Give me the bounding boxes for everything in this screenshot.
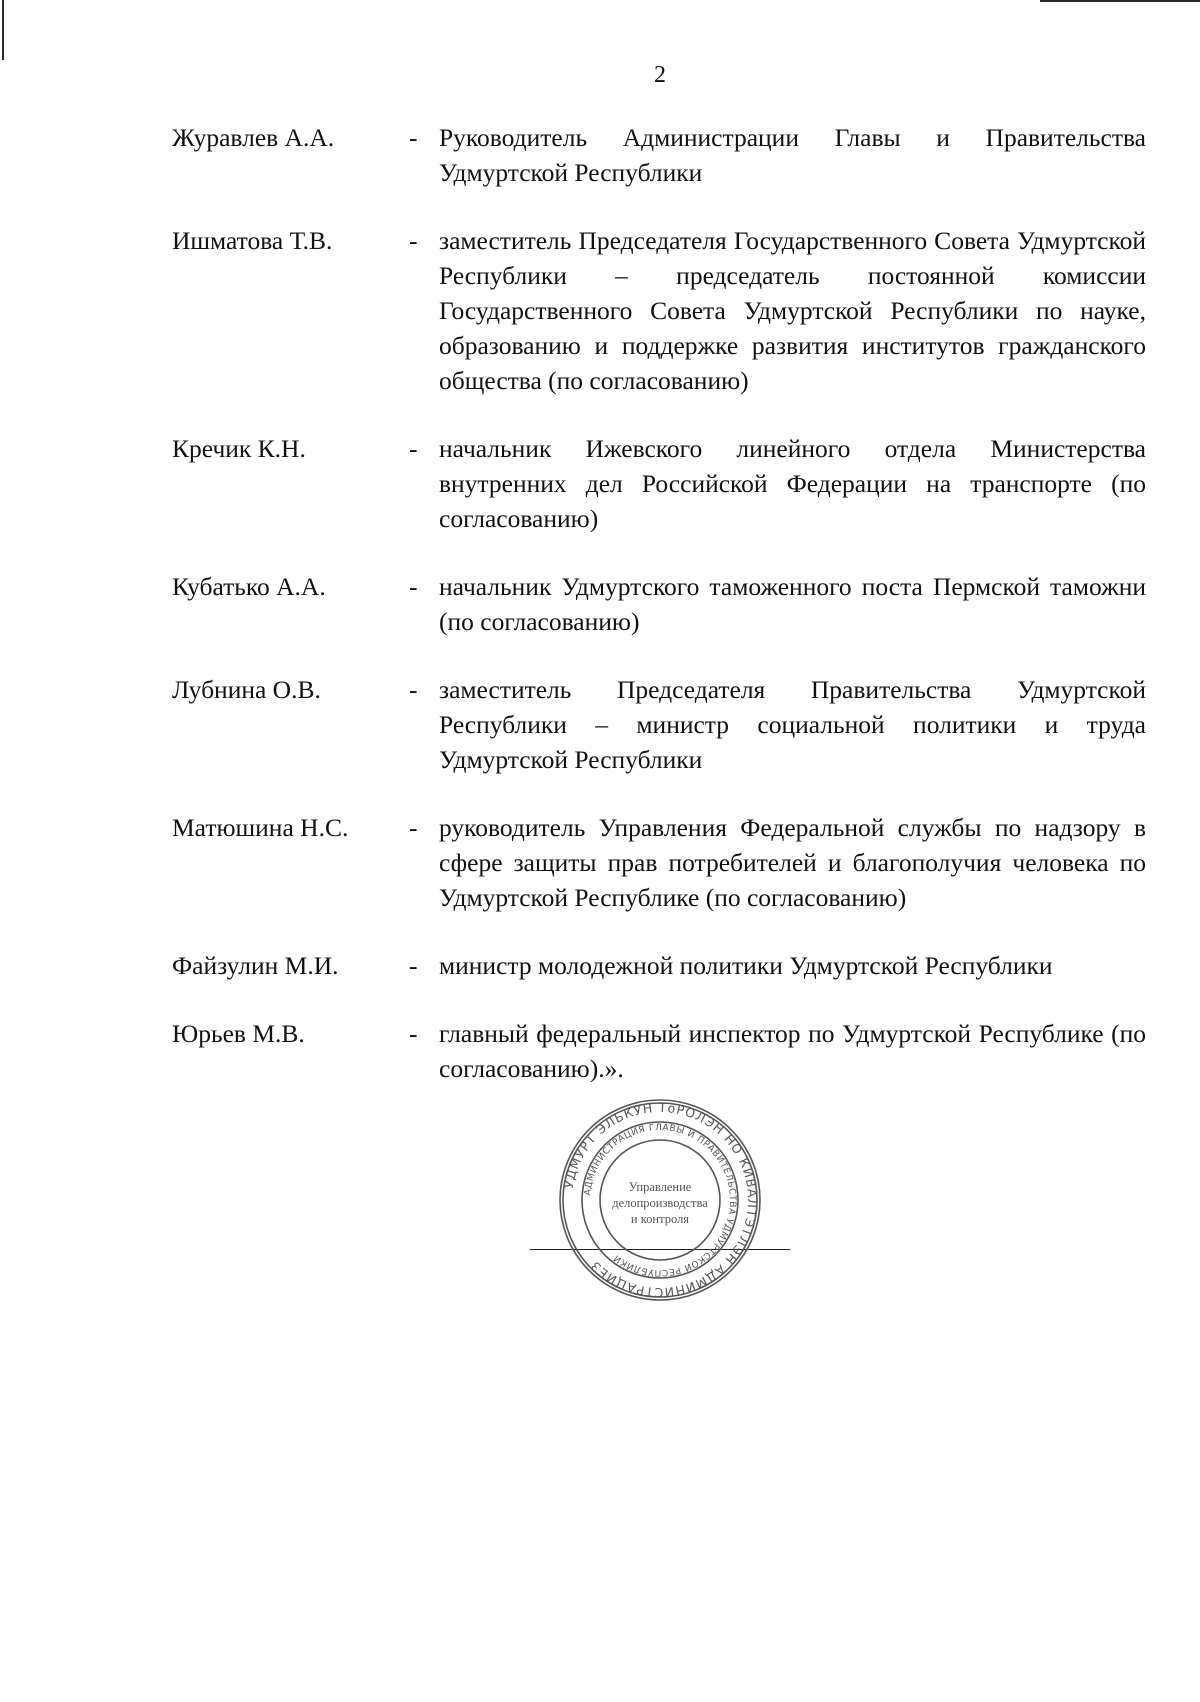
scan-edge-left [2, 0, 4, 60]
member-list [172, 120, 1146, 1086]
member-name: Файзулин М.И. [172, 951, 339, 980]
member-dash: - [409, 813, 418, 842]
member-row [172, 569, 1146, 639]
stamp-inner-text: АДМИНИСТРАЦИЯ ГЛАВЫ И ПРАВИТЕЛЬСТВА УДМУРТСКОЙ РЕСПУБЛИКИ [583, 1122, 738, 1278]
member-row [172, 810, 1146, 915]
member-name: Лубнина О.В. [172, 675, 321, 704]
member-name: Кубатько А.А. [172, 572, 326, 601]
member-name: Ишматова Т.В. [172, 226, 333, 255]
member-role: заместитель Председателя Правительства Удмуртской Республики – министр социальной политики и труда Удмуртской Республики [439, 675, 1146, 774]
member-row [172, 1016, 1146, 1086]
member-role: Руководитель Администрации Главы и Правительства Удмуртской Республики [439, 123, 1146, 187]
member-dash: - [409, 572, 418, 601]
member-role: заместитель Председателя Государственного Совета Удмуртской Республики – председатель постоянной комиссии Государственного Совета Удмуртской Республики по науке, образованию и поддержке развития институтов гражданского общества (по согласованию) [439, 226, 1146, 395]
member-row [172, 672, 1146, 777]
member-role: начальник Ижевского линейного отдела Министерства внутренних дел Российской Федерации на транспорте (по согласованию) [439, 434, 1146, 533]
member-dash: - [409, 675, 418, 704]
stamp-center-line-1: Управление [628, 1180, 692, 1194]
member-name: Журавлев А.А. [172, 123, 335, 152]
member-row [172, 948, 1146, 983]
stamp-center-line-2: делопроизводства [612, 1196, 708, 1210]
member-dash: - [409, 951, 418, 980]
member-role: министр молодежной политики Удмуртской Республики [439, 951, 1053, 980]
member-dash: - [409, 434, 418, 463]
member-role: руководитель Управления Федеральной службы по надзору в сфере защиты прав потребителей и благополучия человека по Удмуртской Республике (по согласованию) [439, 813, 1146, 912]
member-dash: - [409, 1019, 418, 1048]
official-stamp [530, 1095, 790, 1315]
stamp-center-line-3: и контроля [630, 1212, 690, 1226]
stamp-seal [555, 1095, 765, 1305]
stamp-outer-text: УДМУРТ ЭЛЬКУН ТӧРОЛЭН НО КИВАЛТЭТЛЭН АДМИНИСТРАЦИЕЗ [560, 1099, 761, 1301]
member-dash: - [409, 123, 418, 152]
member-role: главный федеральный инспектор по Удмуртской Республике (по согласованию).». [439, 1019, 1146, 1083]
member-name: Кречик К.Н. [172, 434, 306, 463]
scan-edge-top [1040, 0, 1200, 2]
member-row [172, 223, 1146, 398]
member-dash: - [409, 226, 418, 255]
member-role: начальник Удмуртского таможенного поста Пермской таможни (по согласованию) [439, 572, 1146, 636]
member-row [172, 120, 1146, 190]
member-row [172, 431, 1146, 536]
member-name: Юрьев М.В. [172, 1019, 305, 1048]
member-name: Матюшина Н.С. [172, 813, 349, 842]
page-number: 2 [654, 62, 666, 88]
